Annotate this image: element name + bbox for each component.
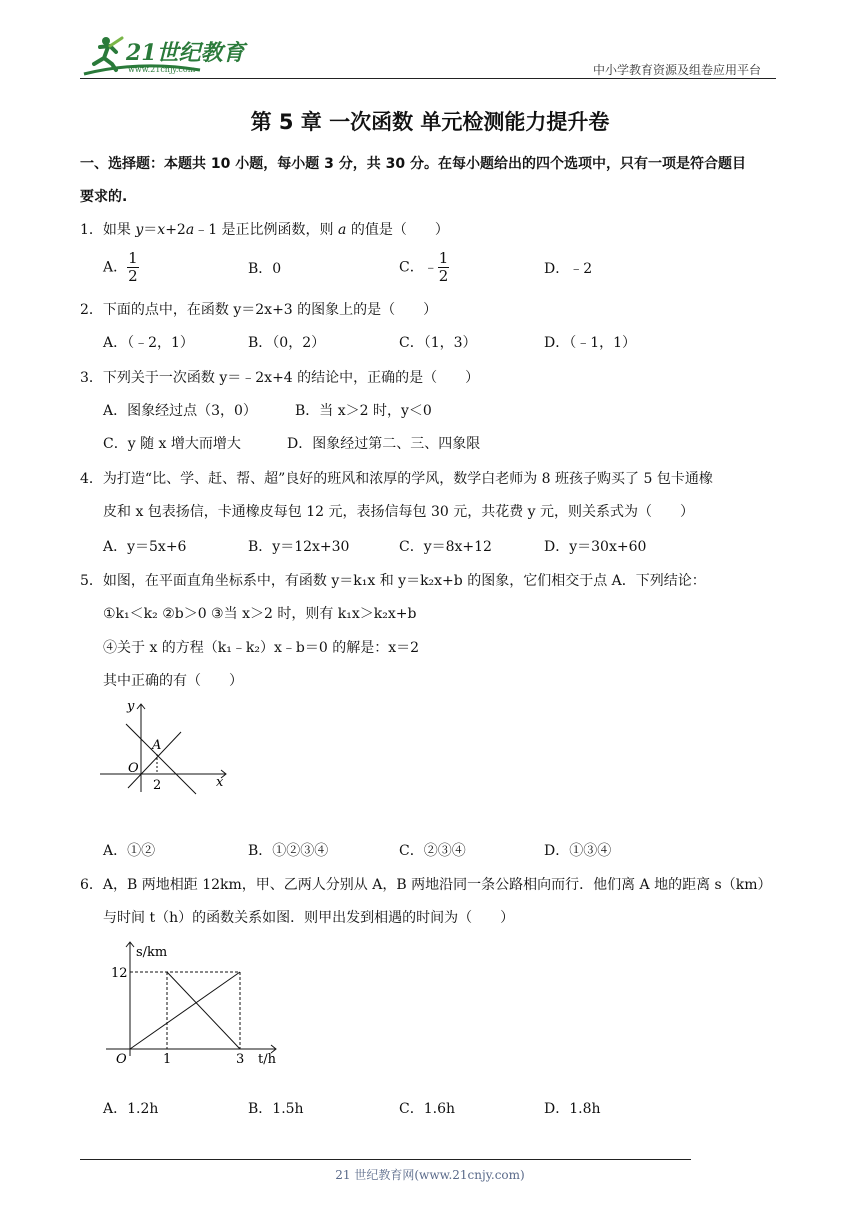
page-title: 第 5 章 一次函数 单元检测能力提升卷 [250, 110, 610, 134]
q5-y-label: y [127, 699, 135, 714]
q1-option-a-fraction [127, 251, 139, 284]
q5-tick-2: 2 [153, 778, 162, 793]
q1-var-y: y [135, 222, 144, 238]
q6-option-d[interactable]: D．1.8h [544, 1101, 601, 1117]
q4-option-b[interactable]: B．y＝12x+30 [248, 539, 350, 555]
runner-logo-icon [80, 30, 250, 78]
question-5-line4: 其中正确的有（ ） [103, 673, 243, 689]
q1-c-numerator: 1 [438, 249, 449, 267]
q1-option-c-label: C．﹣ [399, 259, 438, 276]
q6-tick-1: 1 [163, 1052, 172, 1067]
q6-x-label: t/h [258, 1052, 276, 1067]
q5-option-c[interactable]: C．②③④ [399, 843, 466, 859]
q1-a-denominator: 2 [128, 267, 138, 285]
q4-option-a[interactable]: A．y＝5x+6 [103, 539, 187, 555]
q2-option-d[interactable]: D．（﹣1，1） [544, 335, 637, 351]
q6-option-c[interactable]: C．1.6h [399, 1101, 455, 1117]
q2-option-c[interactable]: C．（1，3） [399, 335, 477, 351]
question-6-line1: 6．A，B 两地相距 12km，甲、乙两人分别从 A，B 两地沿同一条公路相向而行．他们离 A 地的距离 s（km） [80, 877, 772, 893]
q1-option-a-label: A． [103, 259, 128, 276]
q6-y-label: s/km [136, 945, 168, 960]
q1-text-e: 的值是（ ） [346, 222, 449, 238]
question-6-line2: 与时间 t（h）的函数关系如图．则甲出发到相遇的时间为（ ） [103, 910, 515, 926]
q1-c-denominator: 2 [438, 267, 449, 285]
q6-line-yi [167, 972, 240, 1049]
q5-x-label: x [216, 775, 224, 790]
question-2-stem: 2．下面的点中，在函数 y＝2x+3 的图象上的是（ ） [80, 302, 438, 318]
q5-option-a[interactable]: A．①② [103, 843, 156, 859]
question-3-stem: 3．下列关于一次函数 y＝﹣2x+4 的结论中，正确的是（ ） [80, 370, 480, 386]
site-tagline: 中小学教育资源及组卷应用平台 [593, 63, 762, 77]
q3-option-b[interactable]: B．当 x＞2 时，y＜0 [295, 403, 432, 419]
q3-option-d[interactable]: D．图象经过第二、三、四象限 [287, 436, 481, 452]
q1-text-c: +2 [165, 222, 186, 238]
logo-url: www.21cnjy.com [128, 65, 196, 74]
q6-option-b[interactable]: B．1.5h [248, 1101, 304, 1117]
q1-option-c-fraction [438, 251, 450, 284]
q5-point-a-label: A [152, 738, 162, 753]
question-1-stem [80, 219, 449, 239]
section-heading-line1: 一、选择题：本题共 10 小题，每小题 3 分，共 30 分。在每小题给出的四个选项中，只有一项是符合题目 [80, 156, 746, 172]
logo-text: 21世纪教育 [126, 40, 245, 66]
q5-option-b[interactable]: B．①②③④ [248, 843, 329, 859]
q3-option-c[interactable]: C．y 随 x 增大而增大 [103, 436, 241, 452]
site-logo [80, 30, 250, 78]
footer-divider [80, 1159, 691, 1160]
q4-option-c[interactable]: C．y＝8x+12 [399, 539, 492, 555]
q1-text-b: ＝ [143, 222, 158, 238]
question-4-line2: 皮和 x 包表扬信，卡通橡皮每包 12 元，表扬信每包 30 元，共花费 y 元，则关系式为（ ） [103, 504, 695, 520]
q1-text-d: ﹣1 是正比例函数，则 [194, 222, 339, 238]
question-4-line1: 4．为打造“比、学、赶、帮、超”良好的班风和浓厚的学风，数学白老师为 8 班孩子购买了 5 包卡通橡 [80, 471, 713, 487]
q1-var-x: x [157, 222, 166, 238]
header-divider [80, 78, 776, 79]
q1-number: 1． [80, 222, 103, 238]
q3-option-a[interactable]: A．图象经过点（3，0） [103, 403, 257, 419]
q1-option-d[interactable]: D．﹣2 [544, 261, 593, 277]
q4-option-d[interactable]: D．y＝30x+60 [544, 539, 647, 555]
question-5-line2: ①k₁＜k₂ ②b＞0 ③当 x＞2 时，则有 k₁x＞k₂x+b [103, 606, 417, 622]
q6-origin-label: O [116, 1052, 127, 1067]
q6-line-jia [130, 972, 240, 1049]
q6-tick-12: 12 [111, 966, 128, 981]
question-5-line3: ④关于 x 的方程（k₁﹣k₂）x﹣b＝0 的解是：x＝2 [103, 640, 420, 656]
q6-graph [100, 938, 290, 1078]
q1-option-a[interactable] [103, 251, 139, 284]
q6-option-a[interactable]: A．1.2h [103, 1101, 159, 1117]
q2-option-b[interactable]: B．（0，2） [248, 335, 326, 351]
q1-text-a: 如果 [102, 222, 136, 238]
q1-option-b[interactable]: B．0 [248, 261, 282, 277]
q1-a-numerator: 1 [128, 249, 138, 267]
q2-option-a[interactable]: A．（﹣2，1） [103, 335, 194, 351]
question-5-line1: 5．如图，在平面直角坐标系中，有函数 y＝k₁x 和 y＝k₂x+b 的图象，它们相交于点 A．下列结论： [80, 573, 706, 589]
q1-option-c[interactable] [399, 251, 449, 284]
q5-origin-label: O [128, 761, 139, 776]
q1-var-a2: a [338, 222, 347, 238]
q5-graph [96, 696, 236, 796]
footer-text: 21 世纪教育网(www.21cnjy.com) [335, 1168, 525, 1182]
q5-option-d[interactable]: D．①③④ [544, 843, 612, 859]
q6-tick-3: 3 [236, 1052, 245, 1067]
q1-var-a: a [185, 222, 195, 238]
section-heading-line2: 要求的. [80, 189, 128, 205]
